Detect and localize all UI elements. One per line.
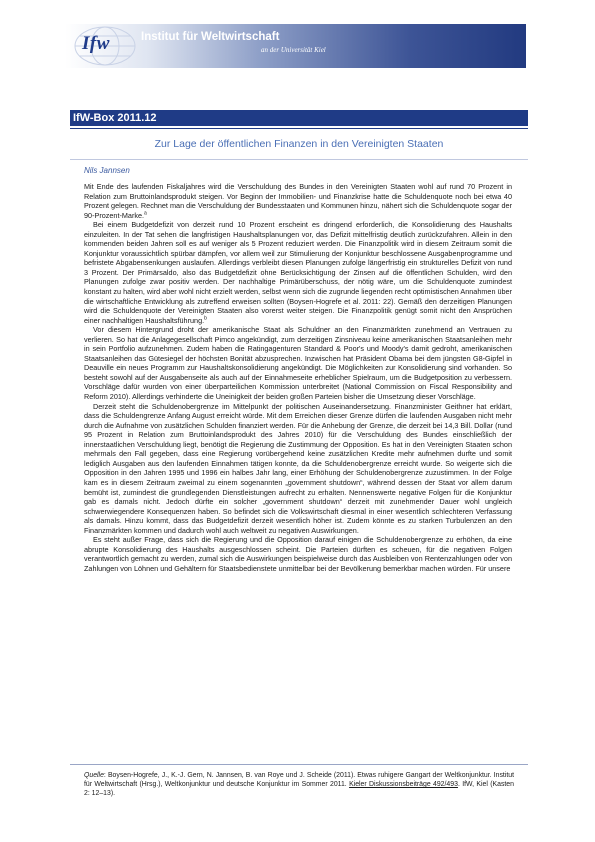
source-label: Quelle [84,772,104,779]
institute-banner [65,24,526,68]
box-content [70,128,528,749]
body-text [84,182,512,573]
box-title: Zur Lage der öffentlichen Finanzen in den Vereinigten Staaten [154,138,444,150]
footnote-marker: a [144,210,147,217]
source-tail: . IfW, Kiel (Kasten 2: 12–13). [84,781,514,798]
institute-subtitle: an der Universität Kiel [261,46,326,54]
ifw-logo: Ifw [82,33,110,54]
paragraph: Bei einem Budgetdefizit von derzeit rund 10 Prozent erscheint es dringend erforderlich, die Konsolidierung des Haushalts einzuleiten. In der Tat sehen die langfristigen Haushaltsplanungen vor, das Defizit mittelfristig deutlich zurückzufahren. Allein in den kommenden beiden Jahren soll es auf weniger als 5 Prozent reduziert werden. Die Finanzpolitik wird in diesem Zeitraum somit die Konjunktur voraussichtlich spürbar dämpfen, vor allem weil zur Stimulierung der Konjunktur beschlossene Ausgabenprogramme und befristete Abgabensenkungen auslaufen. Allerdings verbleibt diesen Planungen zufolge längerfristig ein strukturelles Defizit von rund 3 Prozent. Der Primärsaldo, also das Budgetdefizit ohne Berücksichtigung der Zinsen auf die öffentlichen Schulden, wird den Planungen zufolge zwar positiv werden. Der nachhaltige Primärüberschuss, der nötig wäre, um die Schuldenquote zumindest konstant zu halten, wird aber wohl nicht erzielt werden, selbst wenn sich die zugrunde liegenden recht optimistischen Annahmen über die wirtschaftliche Entwicklung als zutreffend erweisen sollten (Boysen-Hogrefe et al. 2011: 22). Gemäß den derzeitigen Planungen wird die Schuldenquote der Vereinigten Staaten also vorerst weiter steigen. Die Finanzpolitik genügt somit nicht den Ansprüchen einer nachhaltigen Haushaltsführung.$^b$ [84,220,512,325]
institute-name: Institut für Weltwirtschaft [141,31,280,43]
author-name: Nils Jannsen [84,166,130,175]
footnote-marker: b [204,315,207,322]
paragraph: Derzeit steht die Schuldenobergrenze im Mittelpunkt der politischen Auseinandersetzung. Finanzminister Geithner hat erklärt, dass die Schuldengrenze Anfang August erreicht würde. Mit dem Erreichen dieser Grenze dürfen die laufenden Ausgaben nicht mehr durch die Aufnahme von zusätzlichen Schulden finanziert werden. Für die Anhebung der Grenze, die derzeit bei 14,3 Bill. Dollar (rund 95 Prozent in Relation zum Bruttoinlandsprodukt des Jahres 2010) für die Verschuldung des Bundes einschließlich der innerstaatlichen Verschuldung liegt, benötigt die Regierung die Zustimmung der Opposition. Es hat in den Vereinigten Staaten schon mehrmals den Fall gegeben, dass eine Regierung vorübergehend keine zusätzlichen Kredite mehr aufnehmen durfte und somit lediglich Ausgaben aus den laufenden Einnahmen tätigen konnte, da die Schuldenobergrenze erreicht wurde. So weigerte sich die Opposition in den Jahren 1995 und 1996 ein halbes Jahr lang, einer Erhöhung der Schuldenobergrenze zuzustimmen. In der Folge kam es in diesem Zeitraum zweimal zu einem sogenannten „government shutdown“, während dessen der Staat vor allem darum bemüht ist, zumindest die grundlegenden Dienstleistungen aufrecht zu erhalten. Nennenswerte negative Folgen für die Konjunktur gab es damals nicht. Jedoch dürfte ein solcher „government shutdown“ derzeit mit zunehmender Dauer wohl ungleich schwerwiegendere Konsequenzen haben. So befindet sich die Volkswirtschaft diesmal in einer wesentlich schlechteren Verfassung als damals. Hinzu kommt, dass das Budgetdefizit derzeit wesentlich höher ist. Zudem könnte es zu starken Turbulenzen an den Finanzmärkten kommen und dadurch wohl auch weltweit zu negativen Auswirkungen. [84,401,513,535]
paragraph: Mit Ende des laufenden Fiskaljahres wird die Verschuldung des Bundes in den Vereinigten Staaten wohl auf rund 70 Prozent in Relation zum Bruttoinlandsprodukt steigen. Vor Beginn der Immobilien- und Finanzkrise hatte die Schuldenquote noch bei etwa 40 Prozent gelegen. Rechnet man die Verschuldung der Bundesstaaten und Kommunen hinzu, nähert sich die Schuldenquote sogar der 90-Prozent-Marke.$^a$ [84,182,512,220]
source-note [70,764,528,799]
source-text: : Boysen-Hogrefe, J., K.-J. Gern, N. Jannsen, B. van Roye und J. Scheide (2011). Etwas ruhigere Gangart der Weltkonjunktur. Institut für Weltwirtschaft (Hrsg.), Weltkonjunktur und deutsche Konjunktur im Sommer 2011. [84,772,514,789]
source-link[interactable]: Kieler Diskussionsbeiträge 492/493 [349,781,458,789]
title-divider [70,159,528,160]
paragraph: Es steht außer Frage, dass sich die Regierung und die Opposition darauf einigen die Schuldenobergrenze zu erhöhen, da eine abrupte Konsolidierung des Haushalts ausgeschlossen scheint. Die Parteien dürften es scheuen, für die negativen Folgen verantwortlich gemacht zu werden, zumal sich die Auswirkungen beispielweise durch das Ausbleiben von Rentenzahlungen oder von Zahlungen von Löhnen und Gehältern für Staatsbedienstete unmittelbar bei der Bevölkerung bemerkbar machen würden. Für unsere [84,535,512,573]
box-label: IfW-Box 2011.12 [70,110,528,126]
paragraph: Vor diesem Hintergrund droht der amerikanische Staat als Schuldner an den Finanzmärkten zunehmend an Vertrauen zu verlieren. So hat die Anlagegesellschaft Pimco angekündigt, zum derzeitigen Zinsniveau keine amerikanischen Staatsanleihen mehr in sein Portfolio aufzunehmen. Zudem haben die Ratingagenturen Standard & Poor's und Moody's damit gedroht, amerikanischen Staatsanleihen das Gütesiegel der höchsten Bonität abzusprechen. Inzwischen hat Präsident Obama bei dem jüngsten G8-Gipfel in Deauville ein neues Programm zur Haushaltskonsolidierung angekündigt. Die Möglichkeiten zur Konsolidierung sind vorhanden. So besteht sowohl auf der Ausgabenseite als auch auf der Einnahmeseite erheblicher Spielraum, um die Budgetposition zu verbessern. Vorschläge dafür wurden von einer überparteilichen Kommission unterbreitet (National Commission on Fiscal Responsibility and Reform 2010). Allerdings verhinderte die Uneinigkeit der beiden großen Parteien bisher die Umsetzung dieser Vorschläge. [84,325,512,402]
